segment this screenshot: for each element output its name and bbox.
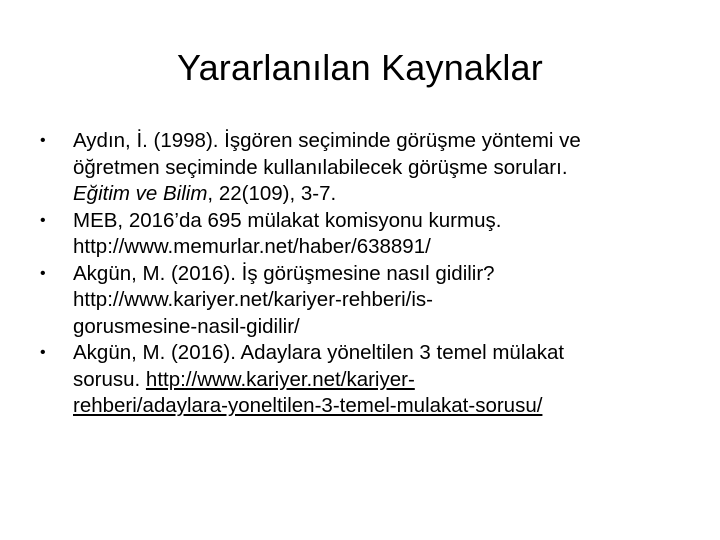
journal-details: , 22(109), 3-7.: [207, 182, 337, 205]
reference-text-prefix: sorusu.: [73, 367, 146, 391]
reference-item: [40, 128, 690, 208]
reference-text-line: öğretmen seçiminde kullanılabilecek görüşme soruları.: [73, 155, 568, 179]
reference-item: [40, 340, 690, 420]
reference-text-line: [73, 393, 690, 420]
reference-item: [40, 208, 690, 261]
reference-url-text: http://www.memurlar.net/haber/638891/: [73, 235, 431, 258]
reference-url-text: gorusmesine-nasil-gidilir/: [73, 314, 300, 338]
slide-title: Yararlanılan Kaynaklar: [177, 47, 543, 88]
journal-name: Eğitim ve Bilim: [73, 182, 208, 205]
reference-link[interactable]: http://www.kariyer.net/kariyer-: [145, 367, 415, 391]
reference-url-text: http://www.kariyer.net/kariyer-rehberi/is-: [73, 288, 434, 311]
reference-text-line: Akgün, M. (2016). Adaylara yöneltilen 3 temel mülakat: [73, 341, 565, 364]
reference-item: [40, 261, 690, 341]
reference-link[interactable]: rehberi/adaylara-yoneltilen-3-temel-mulakat-sorusu/: [73, 394, 543, 417]
reference-text-line: MEB, 2016’da 695 mülakat komisyonu kurmuş.: [73, 208, 502, 232]
bullet-icon: •: [40, 264, 46, 282]
reference-text-line: Aydın, İ. (1998). İşgören seçiminde görüşme yöntemi ve: [73, 129, 581, 152]
reference-text-line: Akgün, M. (2016). İş görüşmesine nasıl gidilir?: [73, 261, 495, 285]
reference-text-line: [73, 181, 690, 208]
reference-list: [40, 128, 690, 420]
bullet-icon: •: [40, 344, 46, 361]
bullet-icon: •: [40, 211, 46, 229]
reference-text-line: [73, 367, 690, 394]
bullet-icon: •: [40, 132, 46, 149]
